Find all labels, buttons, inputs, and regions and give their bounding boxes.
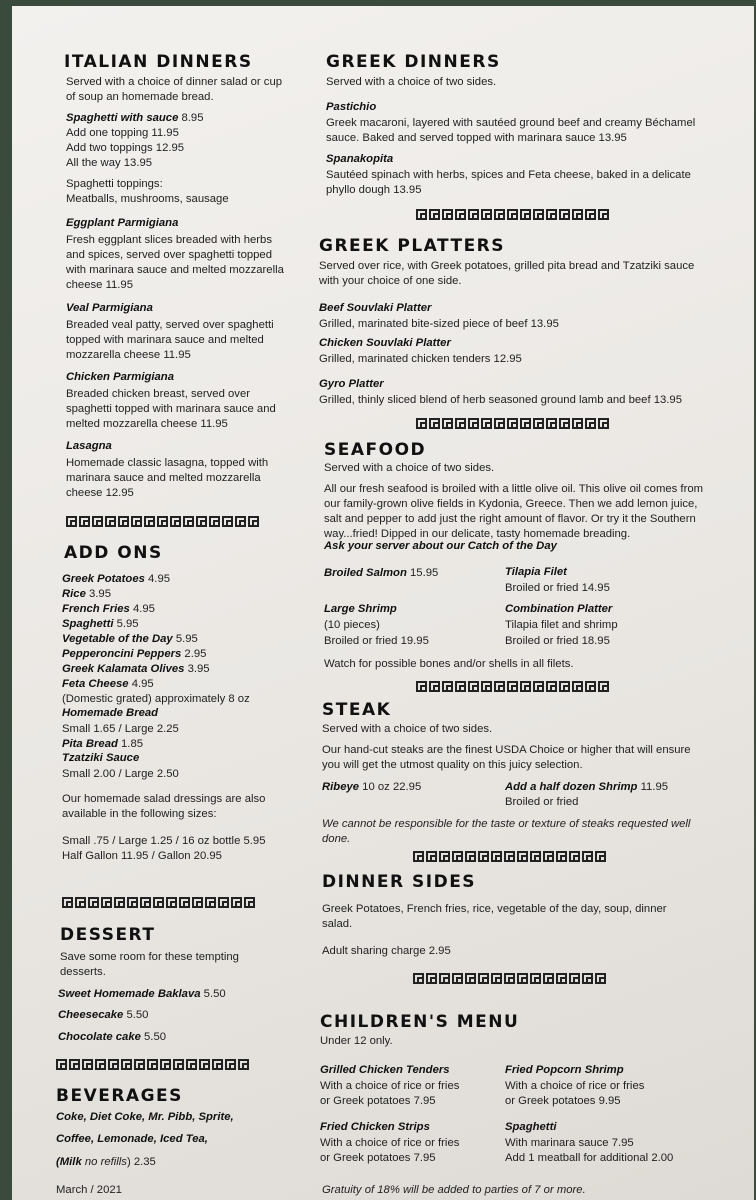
greek-key-divider — [413, 851, 606, 864]
steak-shrimp-desc: Broiled or fried — [505, 796, 579, 808]
shrimp-desc-1: (10 pieces) — [324, 619, 380, 631]
steak-shrimp-line — [505, 780, 668, 796]
pastichio-name: Pastichio — [326, 101, 377, 113]
seafood-desc-2: our family-grown olive fields in Kydonia, Greece. Then we add lemon juice, — [324, 498, 698, 510]
steak-note-1: We cannot be responsible for the taste or texture of steaks requested well — [322, 818, 691, 830]
steak-heading: STEAK — [322, 700, 392, 720]
dressing-3: Small .75 / Large 1.25 / 16 oz bottle 5.95 — [62, 835, 266, 847]
pastichio-desc-1: Greek macaroni, layered with sautéed ground beef and creamy Béchamel — [326, 117, 696, 129]
bread-name: Homemade Bread — [62, 707, 159, 719]
steak-shrimp-price: 11.95 — [637, 781, 669, 793]
spanakopita-desc-1: Sautéed spinach with herbs, spices and Feta cheese, baked in a delicate — [326, 169, 691, 181]
eggplant-desc-1: Fresh eggplant slices breaded with herbs — [66, 234, 272, 246]
feta-note: (Domestic grated) approximately 8 oz — [62, 693, 250, 705]
sides-list-1: Greek Potatoes, French fries, rice, vegetable of the day, soup, dinner — [322, 903, 667, 915]
lasagna-desc-2: marinara sauce and melted mozzarella — [66, 472, 261, 484]
milk-price: ) 2.35 — [126, 1156, 156, 1168]
dessert-item — [58, 1030, 166, 1046]
chicken-parm-desc-2: spaghetti topped with marinara sauce and — [66, 403, 276, 415]
chicken-parm-desc-3: melted mozzarella cheese 11.95 — [66, 418, 228, 430]
pita-line — [62, 737, 143, 753]
strips-desc-1: With a choice of rice or fries — [320, 1137, 460, 1149]
addon-3 — [62, 617, 139, 633]
addon-1 — [62, 587, 111, 603]
addon-4 — [62, 632, 198, 648]
steak-note-2: done. — [322, 833, 351, 845]
kids-spaghetti-desc-2: Add 1 meatball for additional 2.00 — [505, 1152, 674, 1164]
veal-name: Veal Parmigiana — [66, 302, 153, 314]
addon-price: 2.95 — [181, 648, 207, 660]
greek-key-divider — [56, 1059, 249, 1072]
addon-name: Vegetable of the Day — [62, 633, 173, 645]
pastichio-desc-2: sauce. Baked and served topped with marinara sauce 13.95 — [326, 132, 627, 144]
gratuity-note: Gratuity of 18% will be added to parties of 7 or more. — [322, 1184, 586, 1196]
addon-name: Rice — [62, 588, 86, 600]
popcorn-shrimp-desc-2: or Greek potatoes 9.95 — [505, 1095, 621, 1107]
chicken-parm-name: Chicken Parmigiana — [66, 371, 174, 383]
italian-intro-2: of soup an homemade bread. — [66, 91, 214, 103]
seafood-heading: SEAFOOD — [324, 440, 427, 460]
popcorn-shrimp-desc-1: With a choice of rice or fries — [505, 1080, 645, 1092]
toppings-label: Spaghetti toppings: — [66, 178, 163, 190]
dressing-2: available in the following sizes: — [62, 808, 217, 820]
lasagna-name: Lasagna — [66, 440, 112, 452]
seafood-desc-1: All our fresh seafood is broiled with a little olive oil. This olive oil comes from — [324, 483, 704, 495]
chicken-parm-desc-1: Breaded chicken breast, served over — [66, 388, 250, 400]
eggplant-name: Eggplant Parmigiana — [66, 217, 179, 229]
addon-price: 4.95 — [128, 678, 154, 690]
greek-key-divider — [66, 516, 259, 529]
salmon-name: Broiled Salmon — [324, 567, 407, 579]
tenders-desc-1: With a choice of rice or fries — [320, 1080, 460, 1092]
addon-price: 3.95 — [184, 663, 210, 675]
bread-price: Small 1.65 / Large 2.25 — [62, 723, 179, 735]
spanakopita-name: Spanakopita — [326, 153, 394, 165]
dessert-intro-1: Save some room for these tempting — [60, 951, 239, 963]
seafood-intro: Served with a choice of two sides. — [324, 462, 495, 474]
steak-shrimp-name: Add a half dozen Shrimp — [505, 781, 638, 793]
tilapia-desc: Broiled or fried 14.95 — [505, 582, 610, 594]
greek-dinners-heading: GREEK DINNERS — [326, 52, 501, 72]
spaghetti-name: Spaghetti with sauce — [66, 112, 179, 124]
addon-0 — [62, 572, 170, 588]
addon-name: Greek Kalamata Olives — [62, 663, 185, 675]
spaghetti-topping-3: All the way 13.95 — [66, 157, 153, 169]
spaghetti-price: 8.95 — [178, 112, 204, 124]
dessert-item — [58, 1008, 148, 1024]
chicken-souvlaki-desc: Grilled, marinated chicken tenders 12.95 — [319, 353, 522, 365]
addon-7 — [62, 677, 154, 693]
eggplant-desc-2: and spices, served over spaghetti topped — [66, 249, 272, 261]
steak-desc-1: Our hand-cut steaks are the finest USDA Choice or higher that will ensure — [322, 744, 691, 756]
veal-desc-1: Breaded veal patty, served over spaghetti — [66, 319, 274, 331]
kids-spaghetti-desc-1: With marinara sauce 7.95 — [505, 1137, 634, 1149]
dressing-1: Our homemade salad dressings are also — [62, 793, 266, 805]
addon-2 — [62, 602, 155, 618]
pita-price: 1.85 — [117, 738, 144, 750]
beverages-heading: BEVERAGES — [56, 1086, 183, 1106]
greek-dinners-intro: Served with a choice of two sides. — [326, 76, 497, 88]
beverages-line-3 — [56, 1155, 156, 1171]
spanakopita-desc-2: phyllo dough 13.95 — [326, 184, 422, 196]
tzatziki-price: Small 2.00 / Large 2.50 — [62, 768, 179, 780]
dessert-price: 5.50 — [200, 988, 226, 1000]
combo-name: Combination Platter — [505, 603, 613, 615]
dessert-heading: DESSERT — [60, 925, 156, 945]
ribeye-price: 10 oz 22.95 — [359, 781, 422, 793]
catch-of-day: Ask your server about our Catch of the Day — [324, 540, 557, 552]
children-heading: CHILDREN'S MENU — [320, 1012, 520, 1032]
kids-spaghetti-name: Spaghetti — [505, 1121, 557, 1133]
addon-price: 3.95 — [85, 588, 112, 600]
beverages-line-1: Coke, Diet Coke, Mr. Pibb, Sprite, — [56, 1111, 234, 1123]
shrimp-name: Large Shrimp — [324, 603, 397, 615]
italian-heading: ITALIAN DINNERS — [64, 52, 253, 72]
menu-date: March / 2021 — [56, 1184, 122, 1196]
sides-list-2: salad. — [322, 918, 353, 930]
shrimp-desc-2: Broiled or fried 19.95 — [324, 635, 429, 647]
combo-desc-1: Tilapia filet and shrimp — [505, 619, 618, 631]
spaghetti-topping-1: Add one topping 11.95 — [66, 127, 179, 139]
dessert-name: Chocolate cake — [58, 1031, 141, 1043]
pita-name: Pita Bread — [62, 738, 118, 750]
addon-5 — [62, 647, 206, 663]
salmon-line — [324, 566, 438, 582]
combo-desc-2: Broiled or fried 18.95 — [505, 635, 610, 647]
platters-intro-2: with your choice of one side. — [319, 275, 462, 287]
gyro-name: Gyro Platter — [319, 378, 384, 390]
sides-heading: DINNER SIDES — [322, 872, 477, 892]
tzatziki-name: Tzatziki Sauce — [62, 752, 140, 764]
greek-key-divider — [416, 681, 609, 694]
platters-intro-1: Served over rice, with Greek potatoes, grilled pita bread and Tzatziki sauce — [319, 260, 695, 272]
addon-price: 5.95 — [172, 633, 198, 645]
ribeye-line — [322, 780, 421, 796]
italian-intro-1: Served with a choice of dinner salad or cup — [66, 76, 283, 88]
dessert-item — [58, 987, 226, 1003]
platters-heading: GREEK PLATTERS — [319, 236, 506, 256]
addon-name: Pepperoncini Peppers — [62, 648, 182, 660]
strips-name: Fried Chicken Strips — [320, 1121, 430, 1133]
dessert-price: 5.50 — [140, 1031, 167, 1043]
beef-souvlaki-name: Beef Souvlaki Platter — [319, 302, 432, 314]
chicken-souvlaki-name: Chicken Souvlaki Platter — [319, 337, 451, 349]
popcorn-shrimp-name: Fried Popcorn Shrimp — [505, 1064, 624, 1076]
addon-name: French Fries — [62, 603, 130, 615]
dessert-name: Sweet Homemade Baklava — [58, 988, 201, 1000]
steak-desc-2: you will get the utmost quality on this juicy selection. — [322, 759, 583, 771]
greek-key-divider — [413, 973, 606, 986]
seafood-desc-3: salt and pepper to add just the right amount of flavor. Or try it the Southern — [324, 513, 696, 525]
milk-label: (Milk — [56, 1156, 85, 1168]
addon-price: 5.95 — [113, 618, 139, 630]
addon-price: 4.95 — [144, 573, 171, 585]
bones-warning: Watch for possible bones and/or shells in all filets. — [324, 658, 574, 670]
no-refills-label: no refills — [84, 1156, 127, 1168]
lasagna-desc-3: cheese 12.95 — [66, 487, 134, 499]
dessert-intro-2: desserts. — [60, 966, 106, 978]
veal-desc-3: mozzarella cheese 11.95 — [66, 349, 191, 361]
greek-key-divider — [62, 897, 255, 910]
ribeye-name: Ribeye — [322, 781, 360, 793]
sharing-charge: Adult sharing charge 2.95 — [322, 945, 451, 957]
beverages-line-2: Coffee, Lemonade, Iced Tea, — [56, 1133, 208, 1145]
strips-desc-2: or Greek potatoes 7.95 — [320, 1152, 436, 1164]
spaghetti-line — [66, 111, 204, 127]
dessert-name: Cheesecake — [58, 1009, 124, 1021]
addon-name: Spaghetti — [62, 618, 114, 630]
dressing-4: Half Gallon 11.95 / Gallon 20.95 — [62, 850, 222, 862]
salmon-price: 15.95 — [406, 567, 439, 579]
toppings-list: Meatballs, mushrooms, sausage — [66, 193, 229, 205]
addon-price: 4.95 — [129, 603, 155, 615]
eggplant-desc-4: cheese 11.95 — [66, 279, 133, 291]
gyro-desc: Grilled, thinly sliced blend of herb seasoned ground lamb and beef 13.95 — [319, 394, 682, 406]
seafood-desc-4: way...fried! Dipped in our delicate, tasty homemade breading. — [324, 528, 631, 540]
tenders-name: Grilled Chicken Tenders — [320, 1064, 450, 1076]
children-intro: Under 12 only. — [320, 1035, 393, 1047]
greek-key-divider — [416, 209, 609, 222]
greek-key-divider — [416, 418, 609, 431]
eggplant-desc-3: with marinara sauce and melted mozzarella — [66, 264, 284, 276]
spaghetti-topping-2: Add two toppings 12.95 — [66, 142, 185, 154]
addons-heading: ADD ONS — [64, 543, 163, 563]
addon-name: Feta Cheese — [62, 678, 129, 690]
veal-desc-2: topped with marinara sauce and melted — [66, 334, 264, 346]
addon-6 — [62, 662, 210, 678]
tenders-desc-2: or Greek potatoes 7.95 — [320, 1095, 436, 1107]
dessert-price: 5.50 — [123, 1009, 149, 1021]
addon-name: Greek Potatoes — [62, 573, 145, 585]
steak-intro: Served with a choice of two sides. — [322, 723, 493, 735]
beef-souvlaki-desc: Grilled, marinated bite-sized piece of beef 13.95 — [319, 318, 559, 330]
lasagna-desc-1: Homemade classic lasagna, topped with — [66, 457, 269, 469]
tilapia-name: Tilapia Filet — [505, 566, 567, 578]
